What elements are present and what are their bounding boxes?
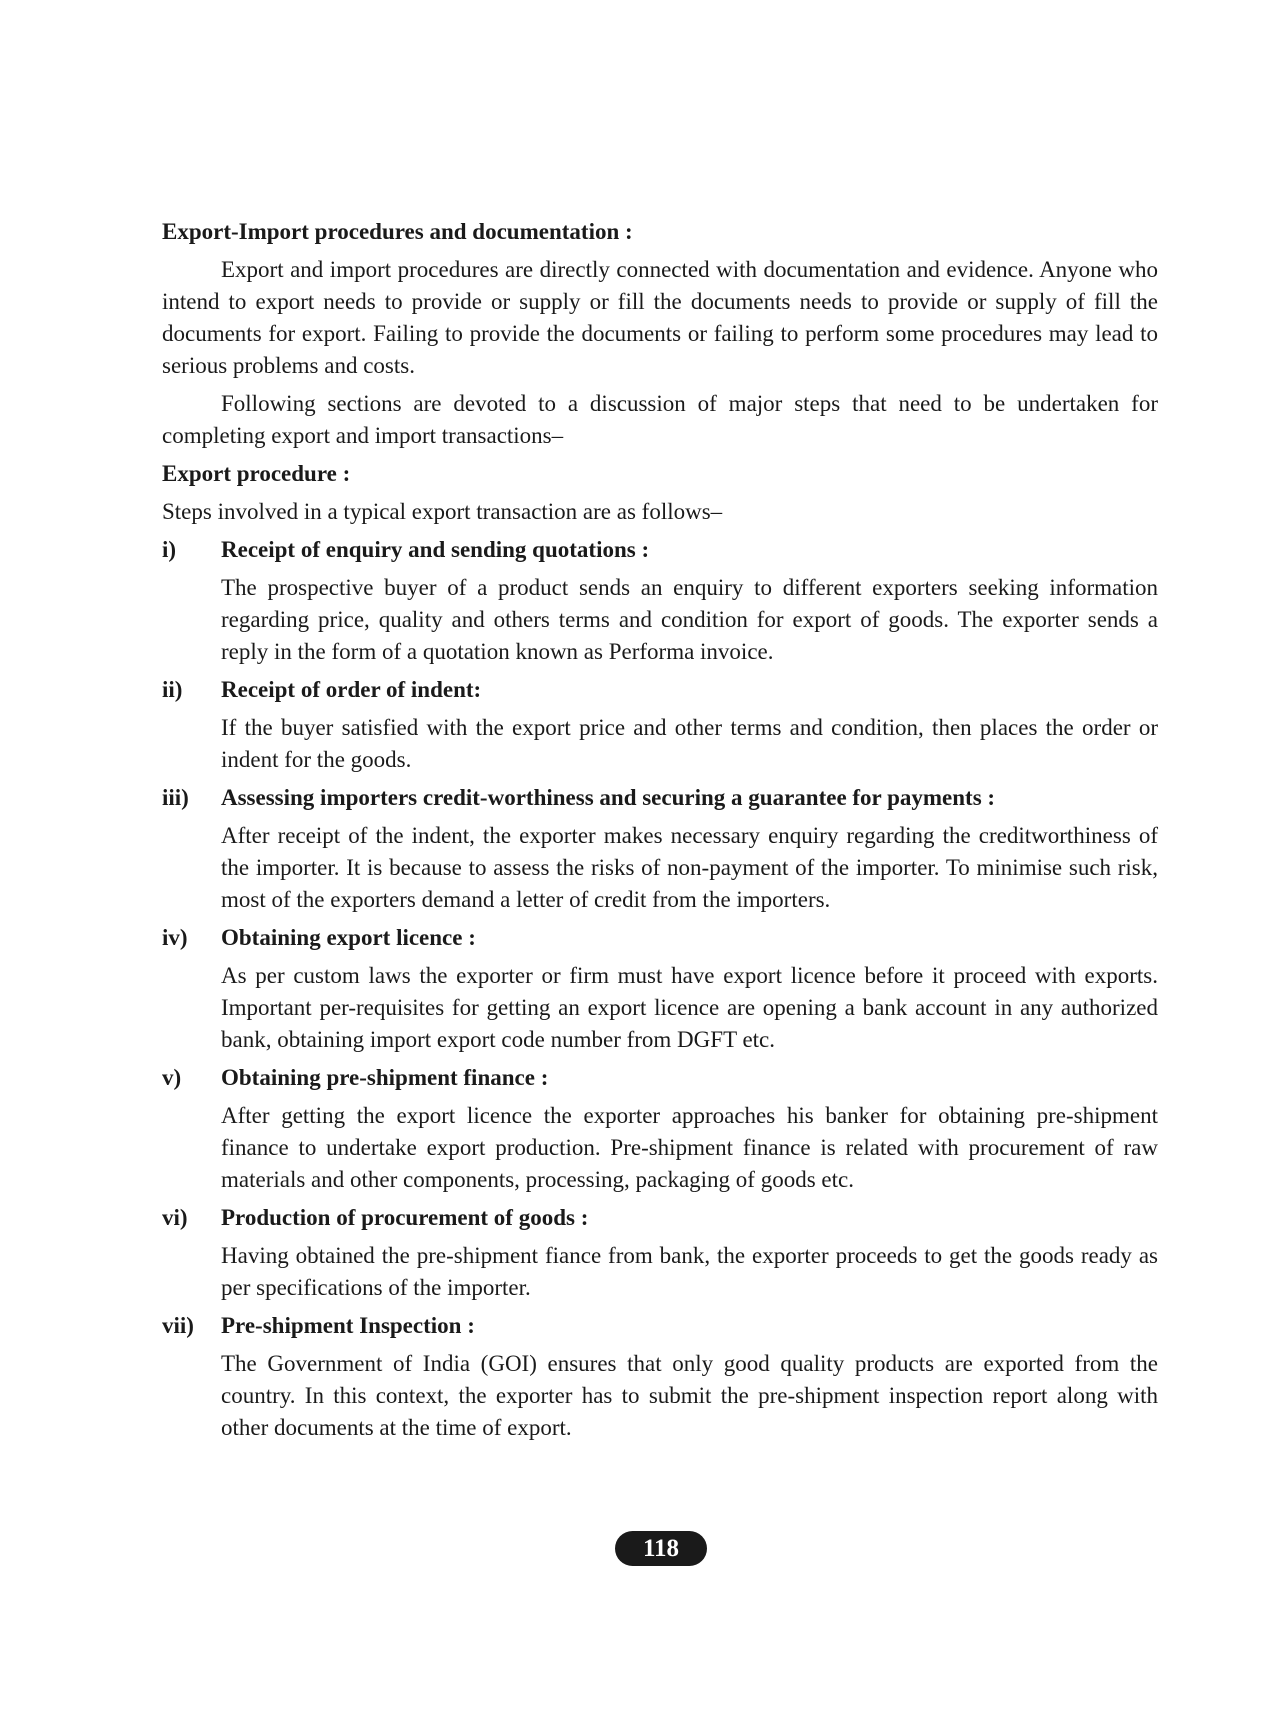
step-number: i) xyxy=(162,537,177,562)
step-number: iii) xyxy=(162,785,189,810)
page-number-badge: 118 xyxy=(615,1531,707,1566)
step-item xyxy=(162,1202,1158,1304)
step-heading xyxy=(162,1310,1158,1342)
steps-intro: Steps involved in a typical export transaction are as follows– xyxy=(162,499,723,524)
step-body: After receipt of the indent, the exporter makes necessary enquiry regarding the creditworthiness of the importer. It is because to assess the risks of non-payment of the importer. To minimise such risk, most of the exporters demand a letter of credit from the importers. xyxy=(221,823,1158,912)
step-title: Obtaining pre-shipment finance : xyxy=(221,1065,549,1090)
step-number: vii) xyxy=(162,1313,194,1338)
step-item xyxy=(162,674,1158,776)
step-item xyxy=(162,534,1158,668)
step-item xyxy=(162,922,1158,1056)
step-number: iv) xyxy=(162,925,188,950)
step-title: Production of procurement of goods : xyxy=(221,1205,589,1230)
step-item xyxy=(162,1062,1158,1196)
step-title: Receipt of enquiry and sending quotations : xyxy=(221,537,650,562)
section-heading: Export-Import procedures and documentation : xyxy=(162,219,633,244)
step-body: The prospective buyer of a product sends an enquiry to different exporters seeking information regarding price, quality and others terms and condition for export of goods. The exporter sends a reply in the form of a quotation known as Performa invoice. xyxy=(221,575,1158,664)
step-body: After getting the export licence the exporter approaches his banker for obtaining pre-shipment finance to undertake export production. Pre-shipment finance is related with procurement of raw materials and other components, processing, packaging of goods etc. xyxy=(221,1103,1158,1192)
intro-paragraph: Export and import procedures are directly connected with documentation and evidence. Anyone who intend to export needs to provide or supply or fill the documents needs to provide or supply of fill the documents for export. Failing to provide the documents or failing to perform some procedures may lead to serious problems and costs. xyxy=(162,257,1158,378)
step-number: vi) xyxy=(162,1205,188,1230)
step-heading xyxy=(162,1202,1158,1234)
page-content xyxy=(162,216,1158,1450)
step-heading xyxy=(162,534,1158,566)
step-heading xyxy=(162,922,1158,954)
step-body: As per custom laws the exporter or firm must have export licence before it proceed with exports. Important per-requisites for getting an export licence are opening a bank account in any authorized bank, obtaining import export code number from DGFT etc. xyxy=(221,963,1158,1052)
step-body: If the buyer satisfied with the export price and other terms and condition, then places the order or indent for the goods. xyxy=(221,715,1158,772)
step-body: Having obtained the pre-shipment fiance from bank, the exporter proceeds to get the goods ready as per specifications of the importer. xyxy=(221,1243,1158,1300)
step-title: Obtaining export licence : xyxy=(221,925,476,950)
step-title: Pre-shipment Inspection : xyxy=(221,1313,475,1338)
step-title: Receipt of order of indent: xyxy=(221,677,482,702)
export-procedure-heading: Export procedure : xyxy=(162,461,351,486)
step-heading xyxy=(162,1062,1158,1094)
step-body: The Government of India (GOI) ensures that only good quality products are exported from the country. In this context, the exporter has to submit the pre-shipment inspection report along with other documents at the time of export. xyxy=(221,1351,1158,1440)
sections-paragraph: Following sections are devoted to a discussion of major steps that need to be undertaken for completing export and import transactions– xyxy=(162,391,1158,448)
step-number: v) xyxy=(162,1065,182,1090)
step-item xyxy=(162,782,1158,916)
step-number: ii) xyxy=(162,677,183,702)
step-title: Assessing importers credit-worthiness and securing a guarantee for payments : xyxy=(221,785,996,810)
step-heading xyxy=(162,782,1158,814)
step-item xyxy=(162,1310,1158,1444)
step-heading xyxy=(162,674,1158,706)
